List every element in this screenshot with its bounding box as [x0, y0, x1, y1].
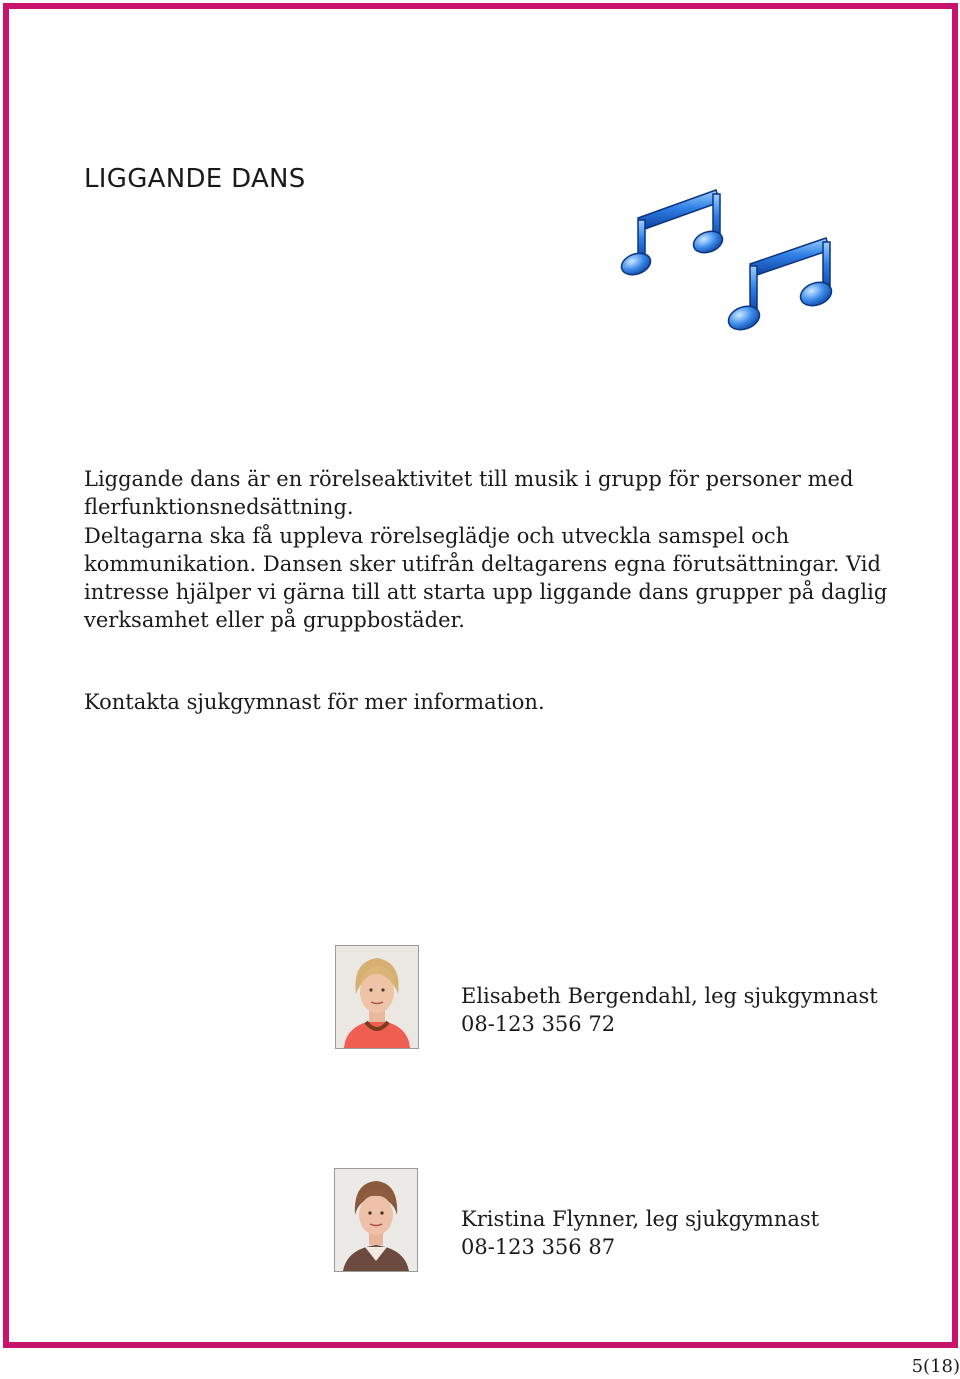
contact-photo [334, 1168, 418, 1272]
contact-card [461, 982, 878, 1038]
page-title: LIGGANDE DANS [84, 164, 306, 194]
contact-prompt: Kontakta sjukgymnast för mer information. [84, 690, 545, 714]
paragraph-line: verksamhet eller på gruppbostäder. [84, 608, 465, 633]
paragraph-line: intresse hjälper vi gärna till att starta upp liggande dans grupper på daglig [84, 580, 888, 605]
contact-name: Elisabeth Bergendahl, leg sjukgymnast [461, 984, 878, 1008]
contact-card [461, 1205, 819, 1261]
contact-phone: 08-123 356 72 [461, 1012, 616, 1036]
page-number: 5(18) [911, 1356, 960, 1377]
contact-phone: 08-123 356 87 [461, 1235, 616, 1259]
paragraph-line: kommunikation. Dansen sker utifrån deltagarens egna förutsättningar. Vid [84, 551, 881, 576]
paragraph-line: flerfunktionsnedsättning. [84, 495, 354, 520]
music-notes-icon [612, 176, 852, 346]
description-paragraph [84, 465, 914, 635]
paragraph-line: Liggande dans är en rörelseaktivitet till musik i grupp för personer med [84, 467, 854, 491]
contact-name: Kristina Flynner, leg sjukgymnast [461, 1207, 820, 1231]
contact-photo [335, 945, 419, 1049]
paragraph-line: Deltagarna ska få uppleva rörelseglädje och utveckla samspel och [84, 523, 790, 548]
